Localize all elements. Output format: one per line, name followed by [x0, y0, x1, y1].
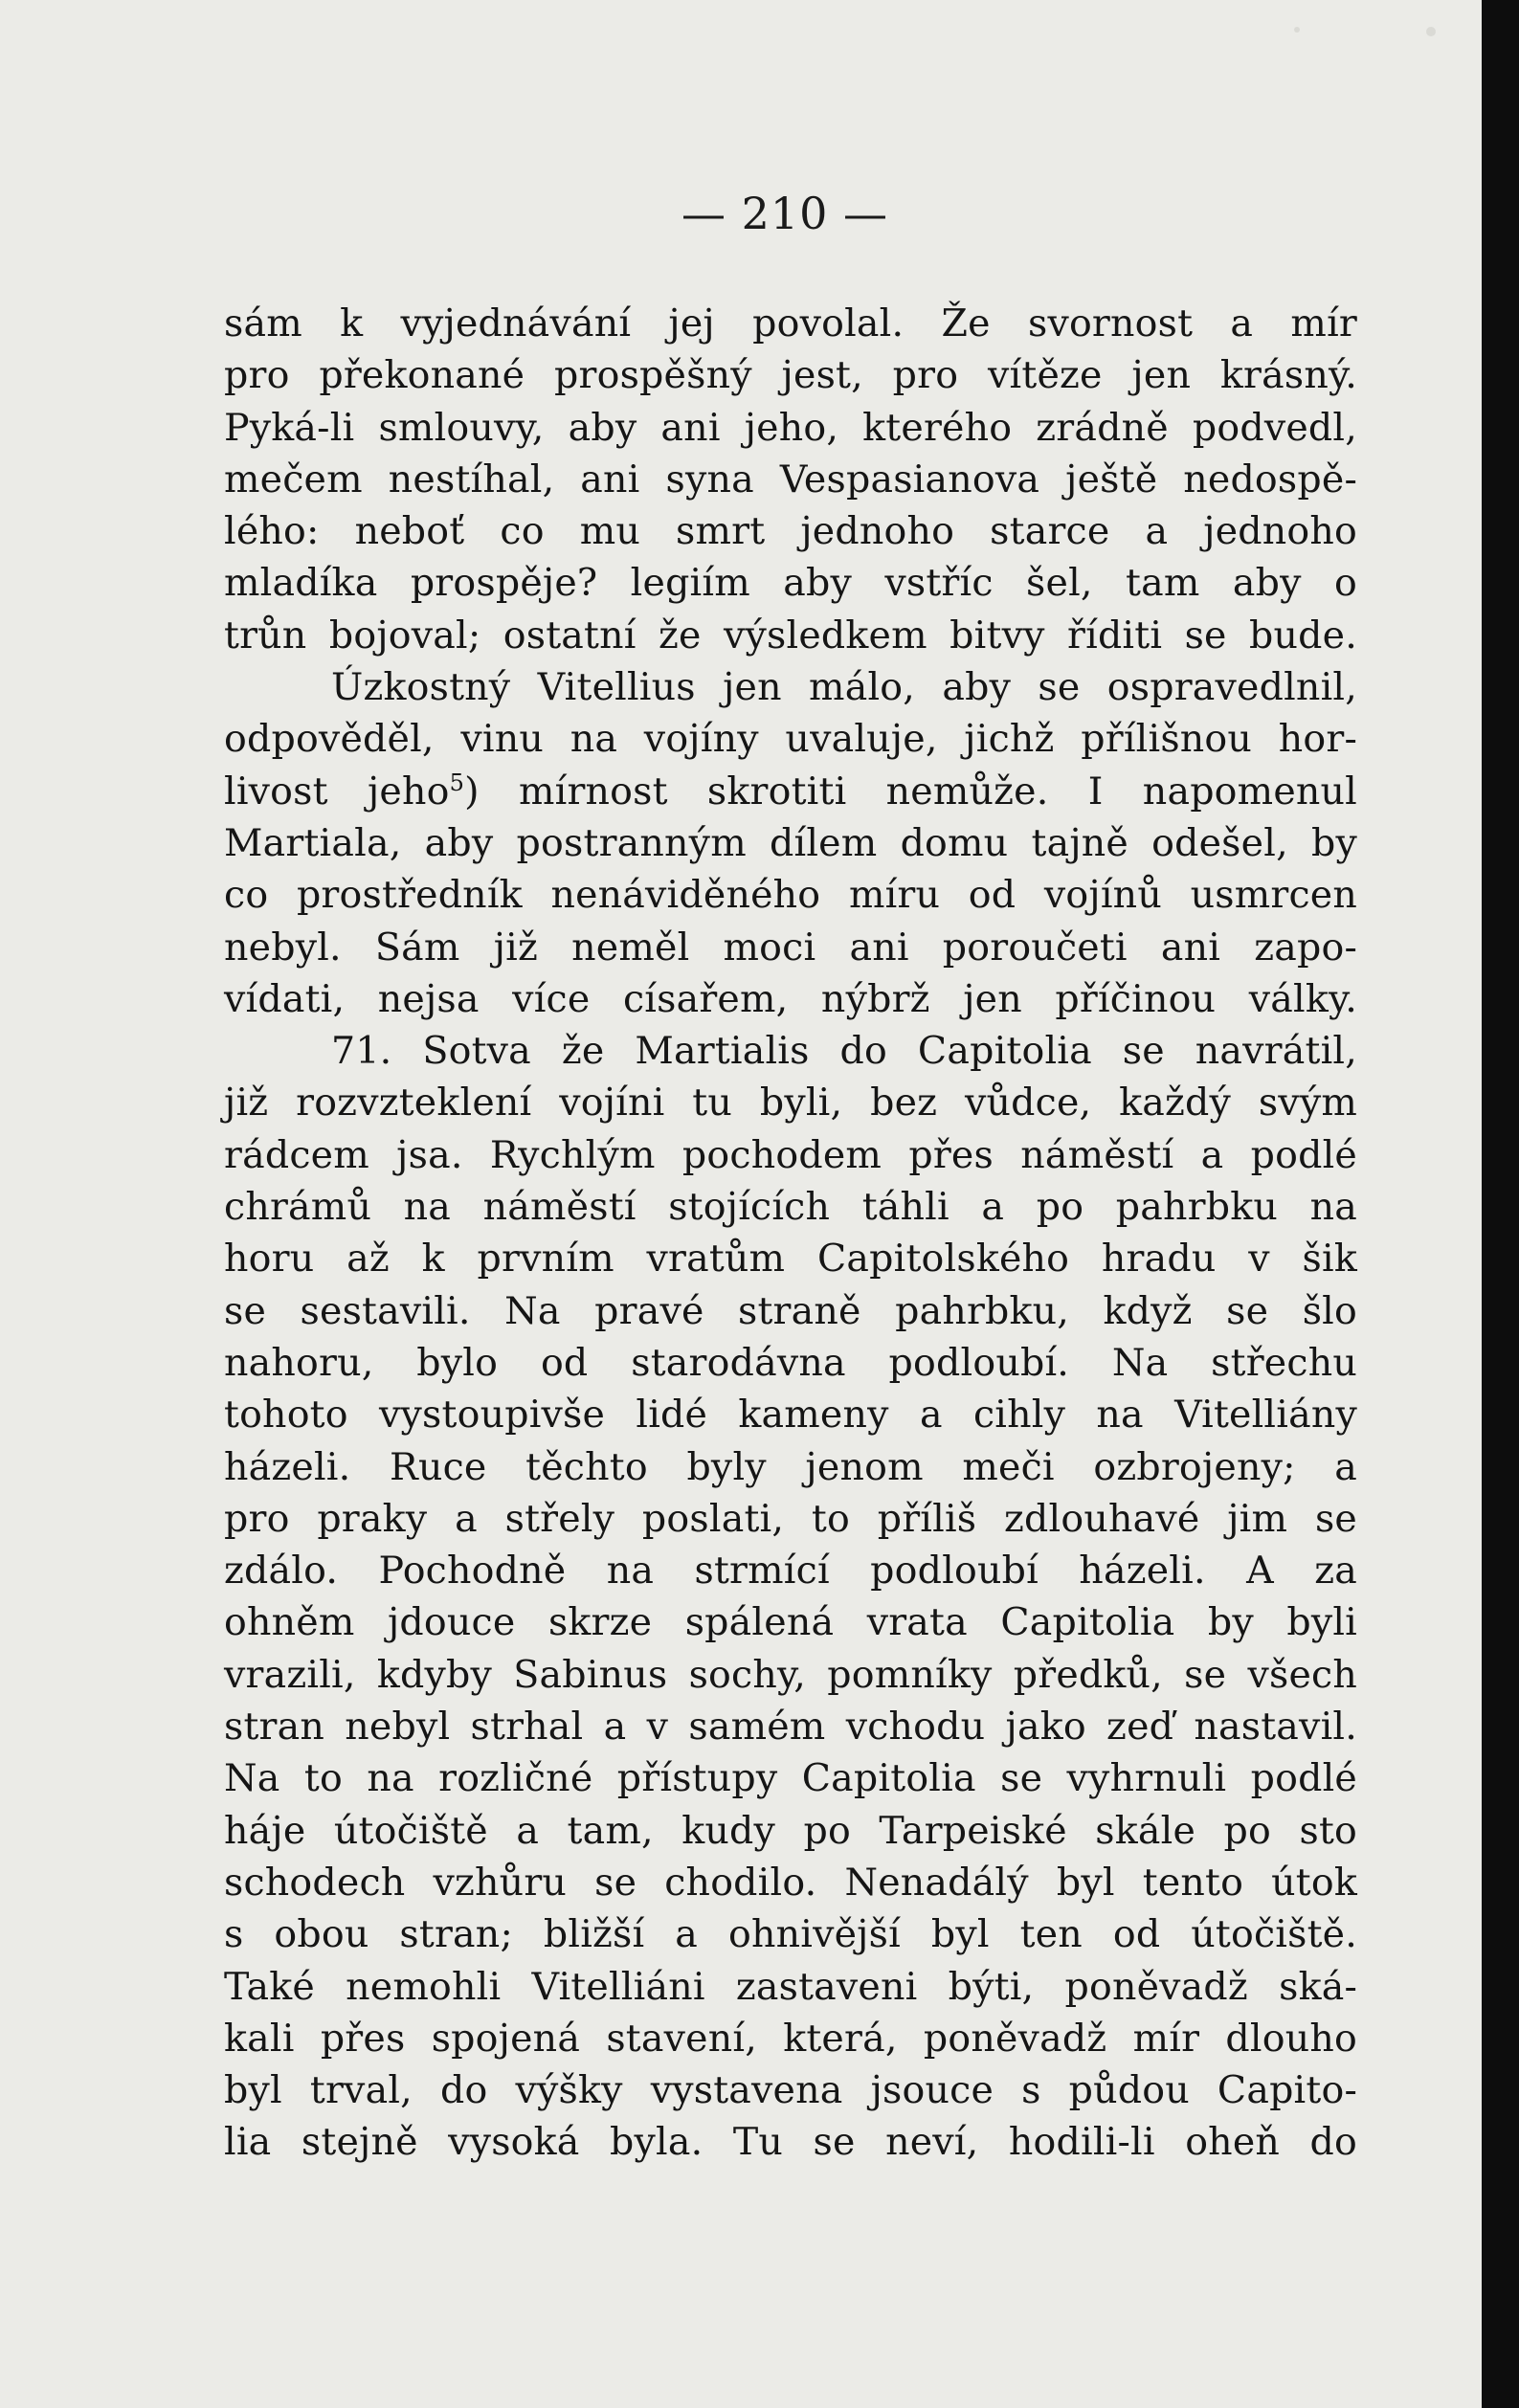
text-line: vídati, nejsa více císařem, nýbrž jen příčinou války.	[224, 976, 1357, 1021]
footnote-marker: 5	[449, 769, 465, 796]
text-line: nebyl. Sám již neměl moci ani poroučeti ani zapo-	[224, 925, 1357, 970]
text-line: tohoto vystoupivše lidé kameny a cihly na Vitelliány	[224, 1393, 1357, 1438]
text-line: Na to na rozličné přístupy Capitolia se vyhrnuli podlé	[224, 1756, 1357, 1801]
text-line: mečem nestíhal, ani syna Vespasianova ještě nedospě-	[224, 457, 1357, 502]
text-line: nahoru, bylo od starodávna podloubí. Na střechu	[224, 1340, 1357, 1385]
text-line: lia stejně vysoká byla. Tu se neví, hodili-li oheň do	[224, 2120, 1357, 2165]
text-line: horu až k prvním vratům Capitolského hradu v šik	[224, 1237, 1357, 1282]
text-line: byl trval, do výšky vystavena jsouce s půdou Capito-	[224, 2068, 1357, 2113]
text-line-with-footnote	[224, 766, 1357, 817]
text-line: Také nemohli Vitelliáni zastaveni býti, poněvadž ská-	[224, 1964, 1357, 2009]
page-speck	[1426, 27, 1436, 36]
text-line: mladíka prospěje? legiím aby vstříc šel, tam aby o	[224, 561, 1357, 606]
scan-border	[1482, 0, 1519, 2408]
text-line: trůn bojoval; ostatní že výsledkem bitvy říditi se bude.	[224, 613, 1357, 658]
text-line: ohněm jdouce skrze spálená vrata Capitolia by byli	[224, 1600, 1357, 1645]
text-line: Martiala, aby postranným dílem domu tajně odešel, by	[224, 820, 1357, 865]
text-line: sám k vyjednávání jej povolal. Že svornost a mír	[224, 301, 1357, 346]
text-line: odpověděl, vinu na vojíny uvaluje, jichž přílišnou hor-	[224, 717, 1357, 762]
page-number: — 210 —	[681, 188, 889, 239]
text-line: háje útočiště a tam, kudy po Tarpeiské skále po sto	[224, 1808, 1357, 1853]
page-speck	[1294, 27, 1300, 33]
text-line: již rozvzteklení vojíni tu byli, bez vůdce, každý svým	[224, 1081, 1357, 1126]
text-line: chrámů na náměstí stojících táhli a po pahrbku na	[224, 1185, 1357, 1230]
text-line: pro praky a střely poslati, to příliš zdlouhavé jim se	[224, 1496, 1357, 1541]
text-line: s obou stran; bližší a ohnivější byl ten od útočiště.	[224, 1912, 1357, 1957]
text-line-section-start: 71. Sotva že Martialis do Capitolia se navrátil,	[331, 1029, 1357, 1074]
text-line: rádcem jsa. Rychlým pochodem přes náměstí a podlé	[224, 1132, 1357, 1177]
text-line: co prostředník nenáviděného míru od vojínů usmrcen	[224, 873, 1357, 918]
text-line: kali přes spojená stavení, která, poněvadž mír dlouho	[224, 2016, 1357, 2061]
text-line: zdálo. Pochodně na strmící podloubí házeli. A za	[224, 1549, 1357, 1594]
text-line: lého: neboť co mu smrt jednoho starce a jednoho	[224, 509, 1357, 554]
body-text	[224, 298, 1357, 2169]
text-line: se sestavili. Na pravé straně pahrbku, když se šlo	[224, 1288, 1357, 1333]
text-line: stran nebyl strhal a v samém vchodu jako zeď nastavil.	[224, 1705, 1357, 1750]
text-line-tail: ) mírnost skrotiti nemůže. I napomenul	[464, 769, 1358, 814]
text-line: vrazili, kdyby Sabinus sochy, pomníky předků, se všech	[224, 1652, 1357, 1697]
text-line: Pyká-li smlouvy, aby ani jeho, kterého zrádně podvedl,	[224, 405, 1357, 450]
text-line: schodech vzhůru se chodilo. Nenadálý byl tento útok	[224, 1860, 1357, 1905]
text-line-paragraph-start: Úzkostný Vitellius jen málo, aby se ospravedlnil,	[331, 665, 1357, 710]
text-line: pro překonané prospěšný jest, pro vítěze jen krásný.	[224, 353, 1357, 398]
text-line-head: livost jeho	[224, 769, 450, 814]
text-line: házeli. Ruce těchto byly jenom meči ozbrojeny; a	[224, 1444, 1357, 1489]
